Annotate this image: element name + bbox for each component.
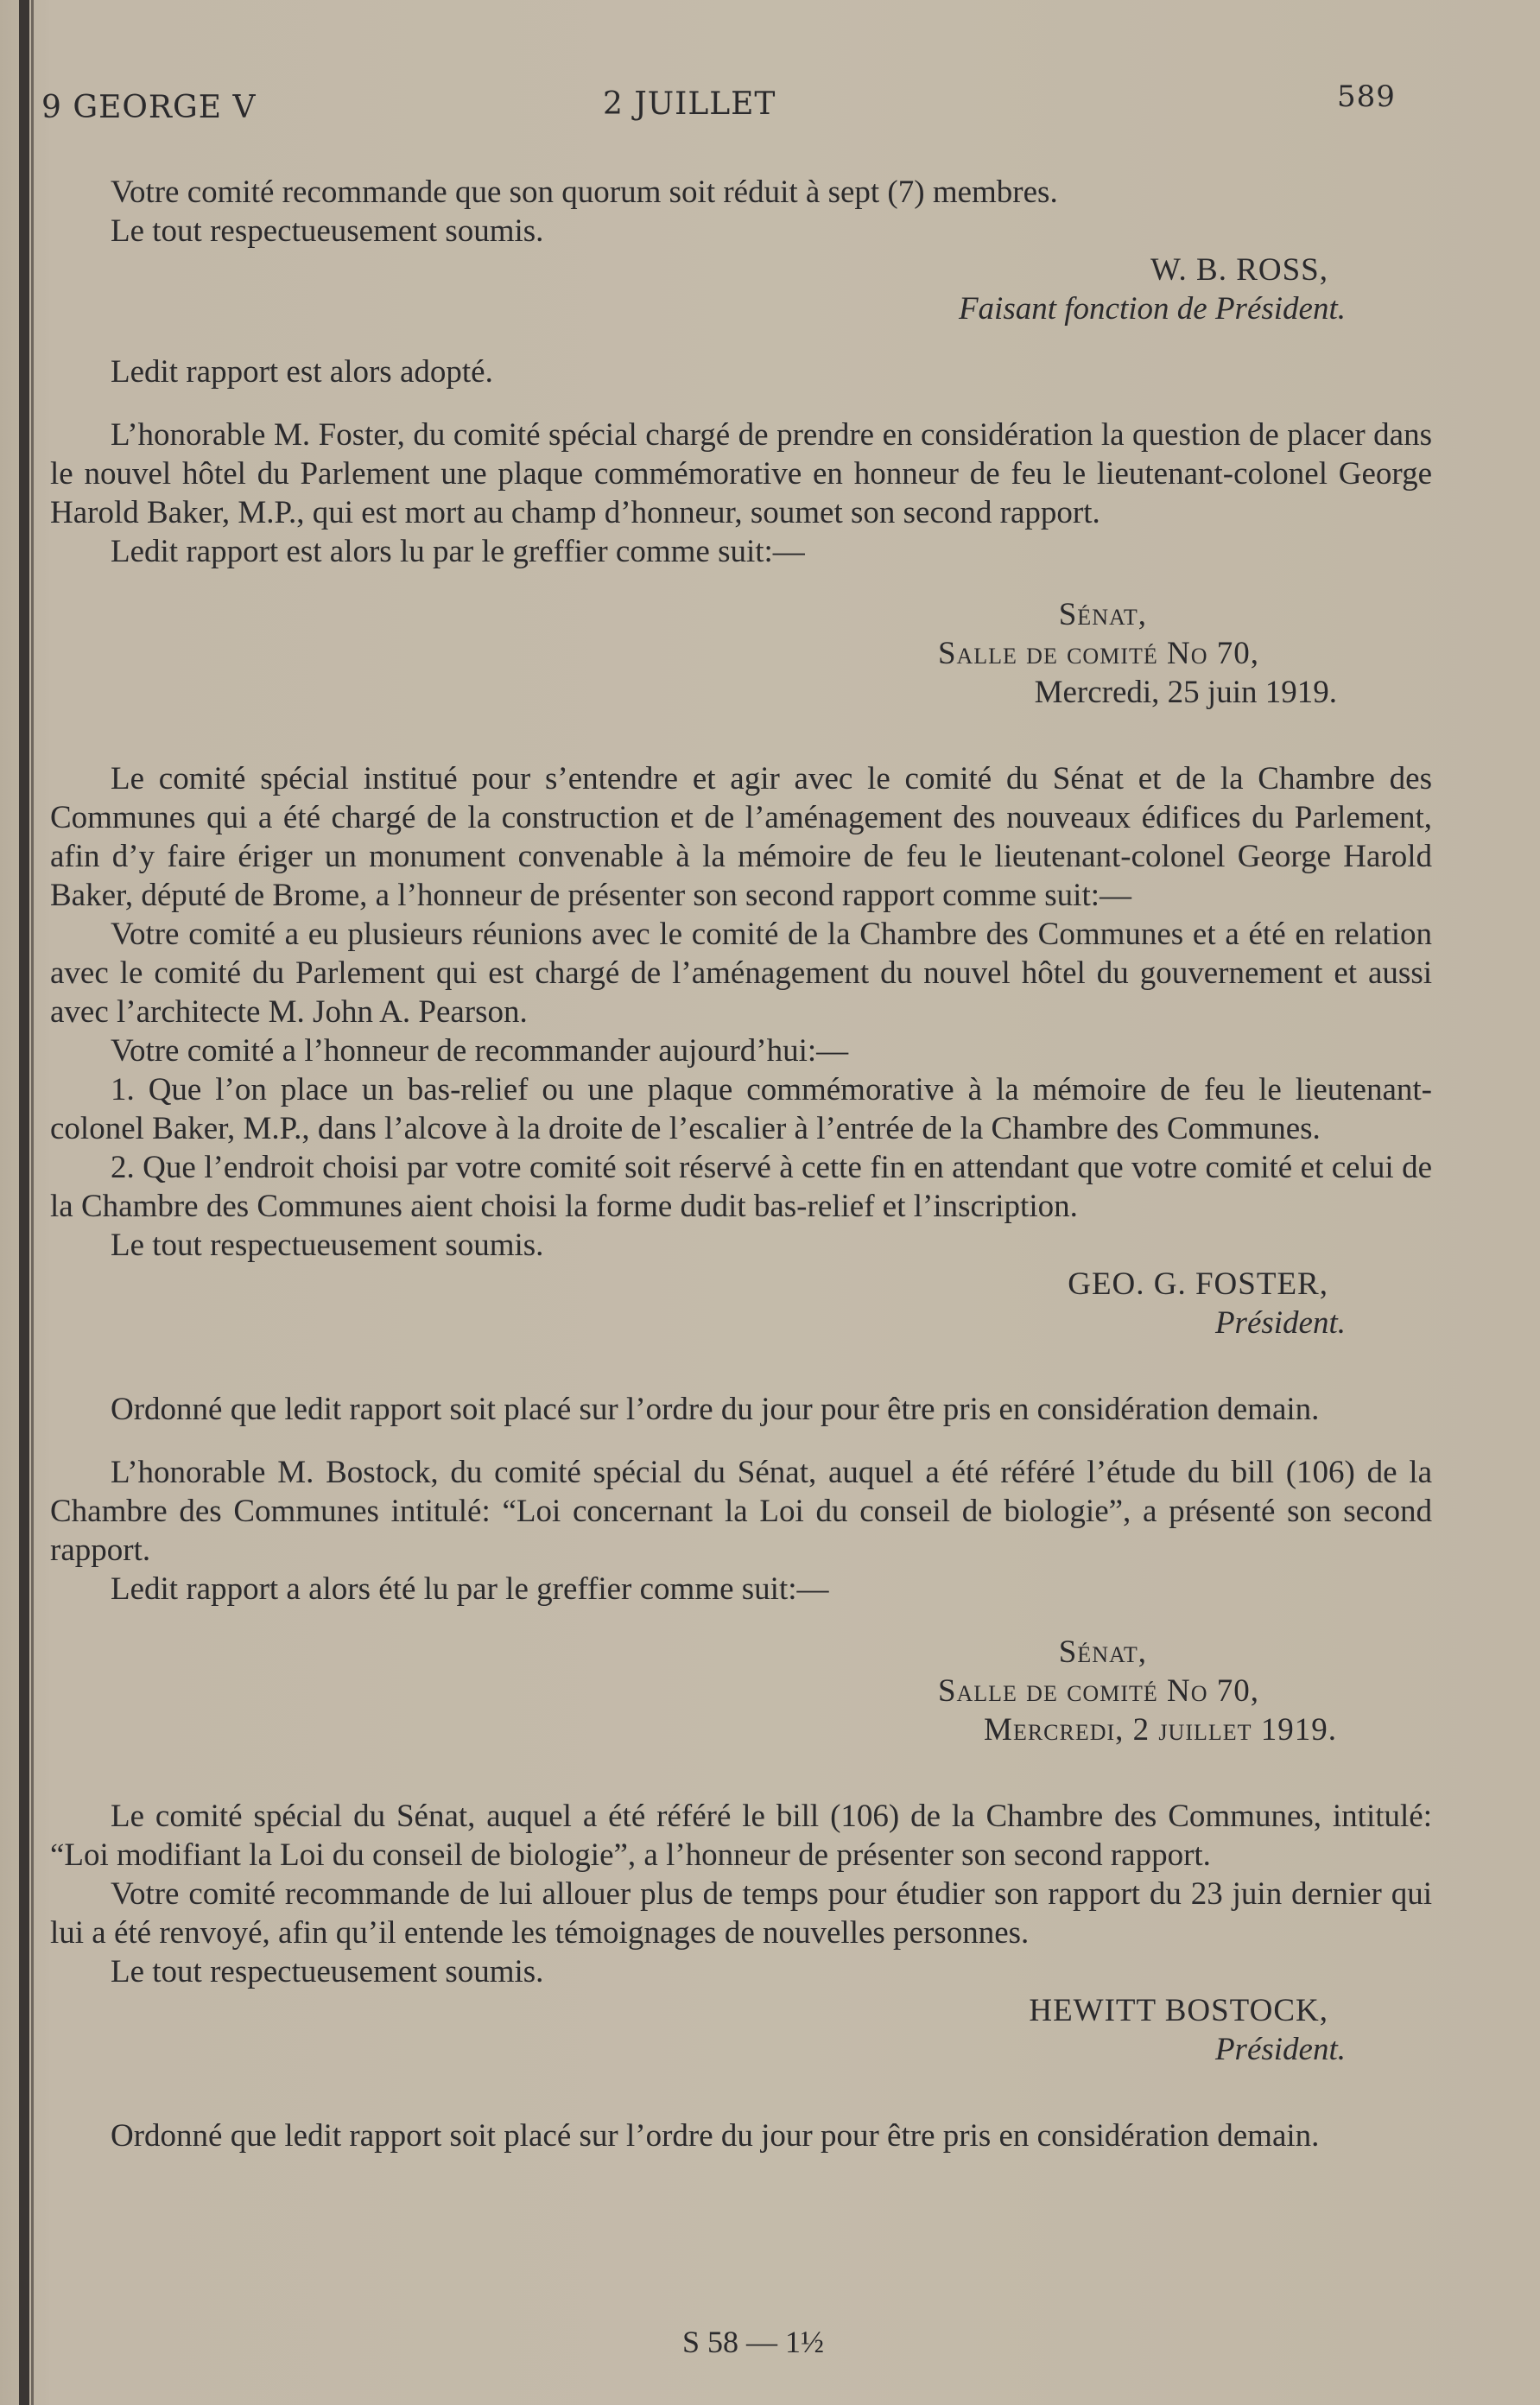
address-date: Mercredi, 25 juin 1919. [1034,675,1337,710]
paragraph: Ledit rapport est alors lu par le greffier comme suit:— [111,534,805,569]
paragraph: Votre comité recommande que son quorum soit réduit à sept (7) membres. [111,175,1058,210]
header-date: 2 JUILLET [603,86,776,122]
paragraph: Le tout respectueusement soumis. [111,1954,544,1989]
paragraph: Le comité spécial du Sénat, auquel a été référé le bill (106) de la Chambre des Communes, intitulé: “Loi modifiant la Loi du conseil de biologie”, a l’honneur de présenter son second rapport. [50,1799,1432,1873]
paragraph: Votre comité recommande de lui allouer plus de temps pour étudier son rapport du 23 juin dernier qui lui a été renvoyé, afin qu’il entende les témoignages de nouvelles personnes. [50,1876,1432,1951]
paragraph: L’honorable M. Bostock, du comité spécial du Sénat, auquel a été référé l’étude du bill (106) de la Chambre des Communes intitulé: “Loi concernant la Loi du conseil de biologie”, a présenté son second rapport. [50,1455,1432,1568]
signature-name: GEO. G. FOSTER, [1068,1266,1328,1302]
address-block [50,1633,1432,1749]
adjacent-page-edge [0,0,17,2405]
signature-name: W. B. ROSS, [1150,252,1328,288]
header-regnal-year: 9 GEORGE V [41,90,257,125]
signature-title: Président. [1214,2032,1346,2067]
address-date: Mercredi, 2 juillet 1919. [984,1712,1337,1748]
address-line: Sénat, [1058,597,1147,632]
paragraph: L’honorable M. Foster, du comité spécial chargé de prendre en considération la question de placer dans le nouvel hôtel du Parlement une plaque commémorative en honneur de feu le lieutenant-colonel George Harold Baker, M.P., qui est mort au champ d’honneur, soumet son second rapport. [50,417,1432,530]
signature-title: Président. [1214,1305,1346,1341]
paragraph: 1. Que l’on place un bas-relief ou une plaque commémorative à la mémoire de feu le lieutenant-colonel Baker, M.P., dans l’alcove à la droite de l’escalier à l’entrée de la Chambre des Communes. [50,1072,1432,1146]
paragraph: Ledit rapport a alors été lu par le greffier comme suit:— [111,1571,829,1607]
paragraph: Le tout respectueusement soumis. [111,1228,544,1263]
paragraph: Le tout respectueusement soumis. [111,213,544,249]
paragraph: Ordonné que ledit rapport soit placé sur l’ordre du jour pour être pris en considération demain. [111,1392,1320,1427]
address-block [50,595,1432,712]
paragraph: Ordonné que ledit rapport soit placé sur l’ordre du jour pour être pris en considération demain. [111,2118,1320,2154]
page-number: 589 [1337,79,1396,114]
signature-title: Faisant fonction de Président. [958,291,1346,327]
address-line: Salle de comité No 70, [937,1673,1259,1709]
binding-edge [31,0,34,2405]
paragraph: Votre comité a eu plusieurs réunions avec le comité de la Chambre des Communes et a été en relation avec le comité du Parlement qui est chargé de l’aménagement du nouvel hôtel du gouvernement et aussi avec l’architecte M. John A. Pearson. [50,917,1432,1030]
address-line: Salle de comité No 70, [937,636,1259,671]
paragraph: Le comité spécial institué pour s’entendre et agir avec le comité du Sénat et de la Chambre des Communes qui a été chargé de la construction et de l’aménagement des nouveaux édifices du Parlement, afin d’y faire ériger un monument convenable à la mémoire de feu le lieutenant-colonel George Harold Baker, député de Brome, a l’honneur de présenter son second rapport comme suit:— [50,761,1432,913]
binding-spine [19,0,29,2405]
paragraph: Ledit rapport est alors adopté. [111,354,493,390]
paragraph: 2. Que l’endroit choisi par votre comité soit réservé à cette fin en attendant que votre comité et celui de la Chambre des Communes aient choisi la forme dudit bas-relief et l’inscription. [50,1150,1432,1224]
page-body [50,173,1432,2155]
address-line: Sénat, [1058,1634,1147,1670]
paragraph: Votre comité a l’honneur de recommander aujourd’hui:— [111,1033,849,1069]
signature-name: HEWITT BOSTOCK, [1029,1993,1328,2028]
running-header [41,79,1396,136]
signature-mark: S 58 — 1½ [682,2325,825,2359]
